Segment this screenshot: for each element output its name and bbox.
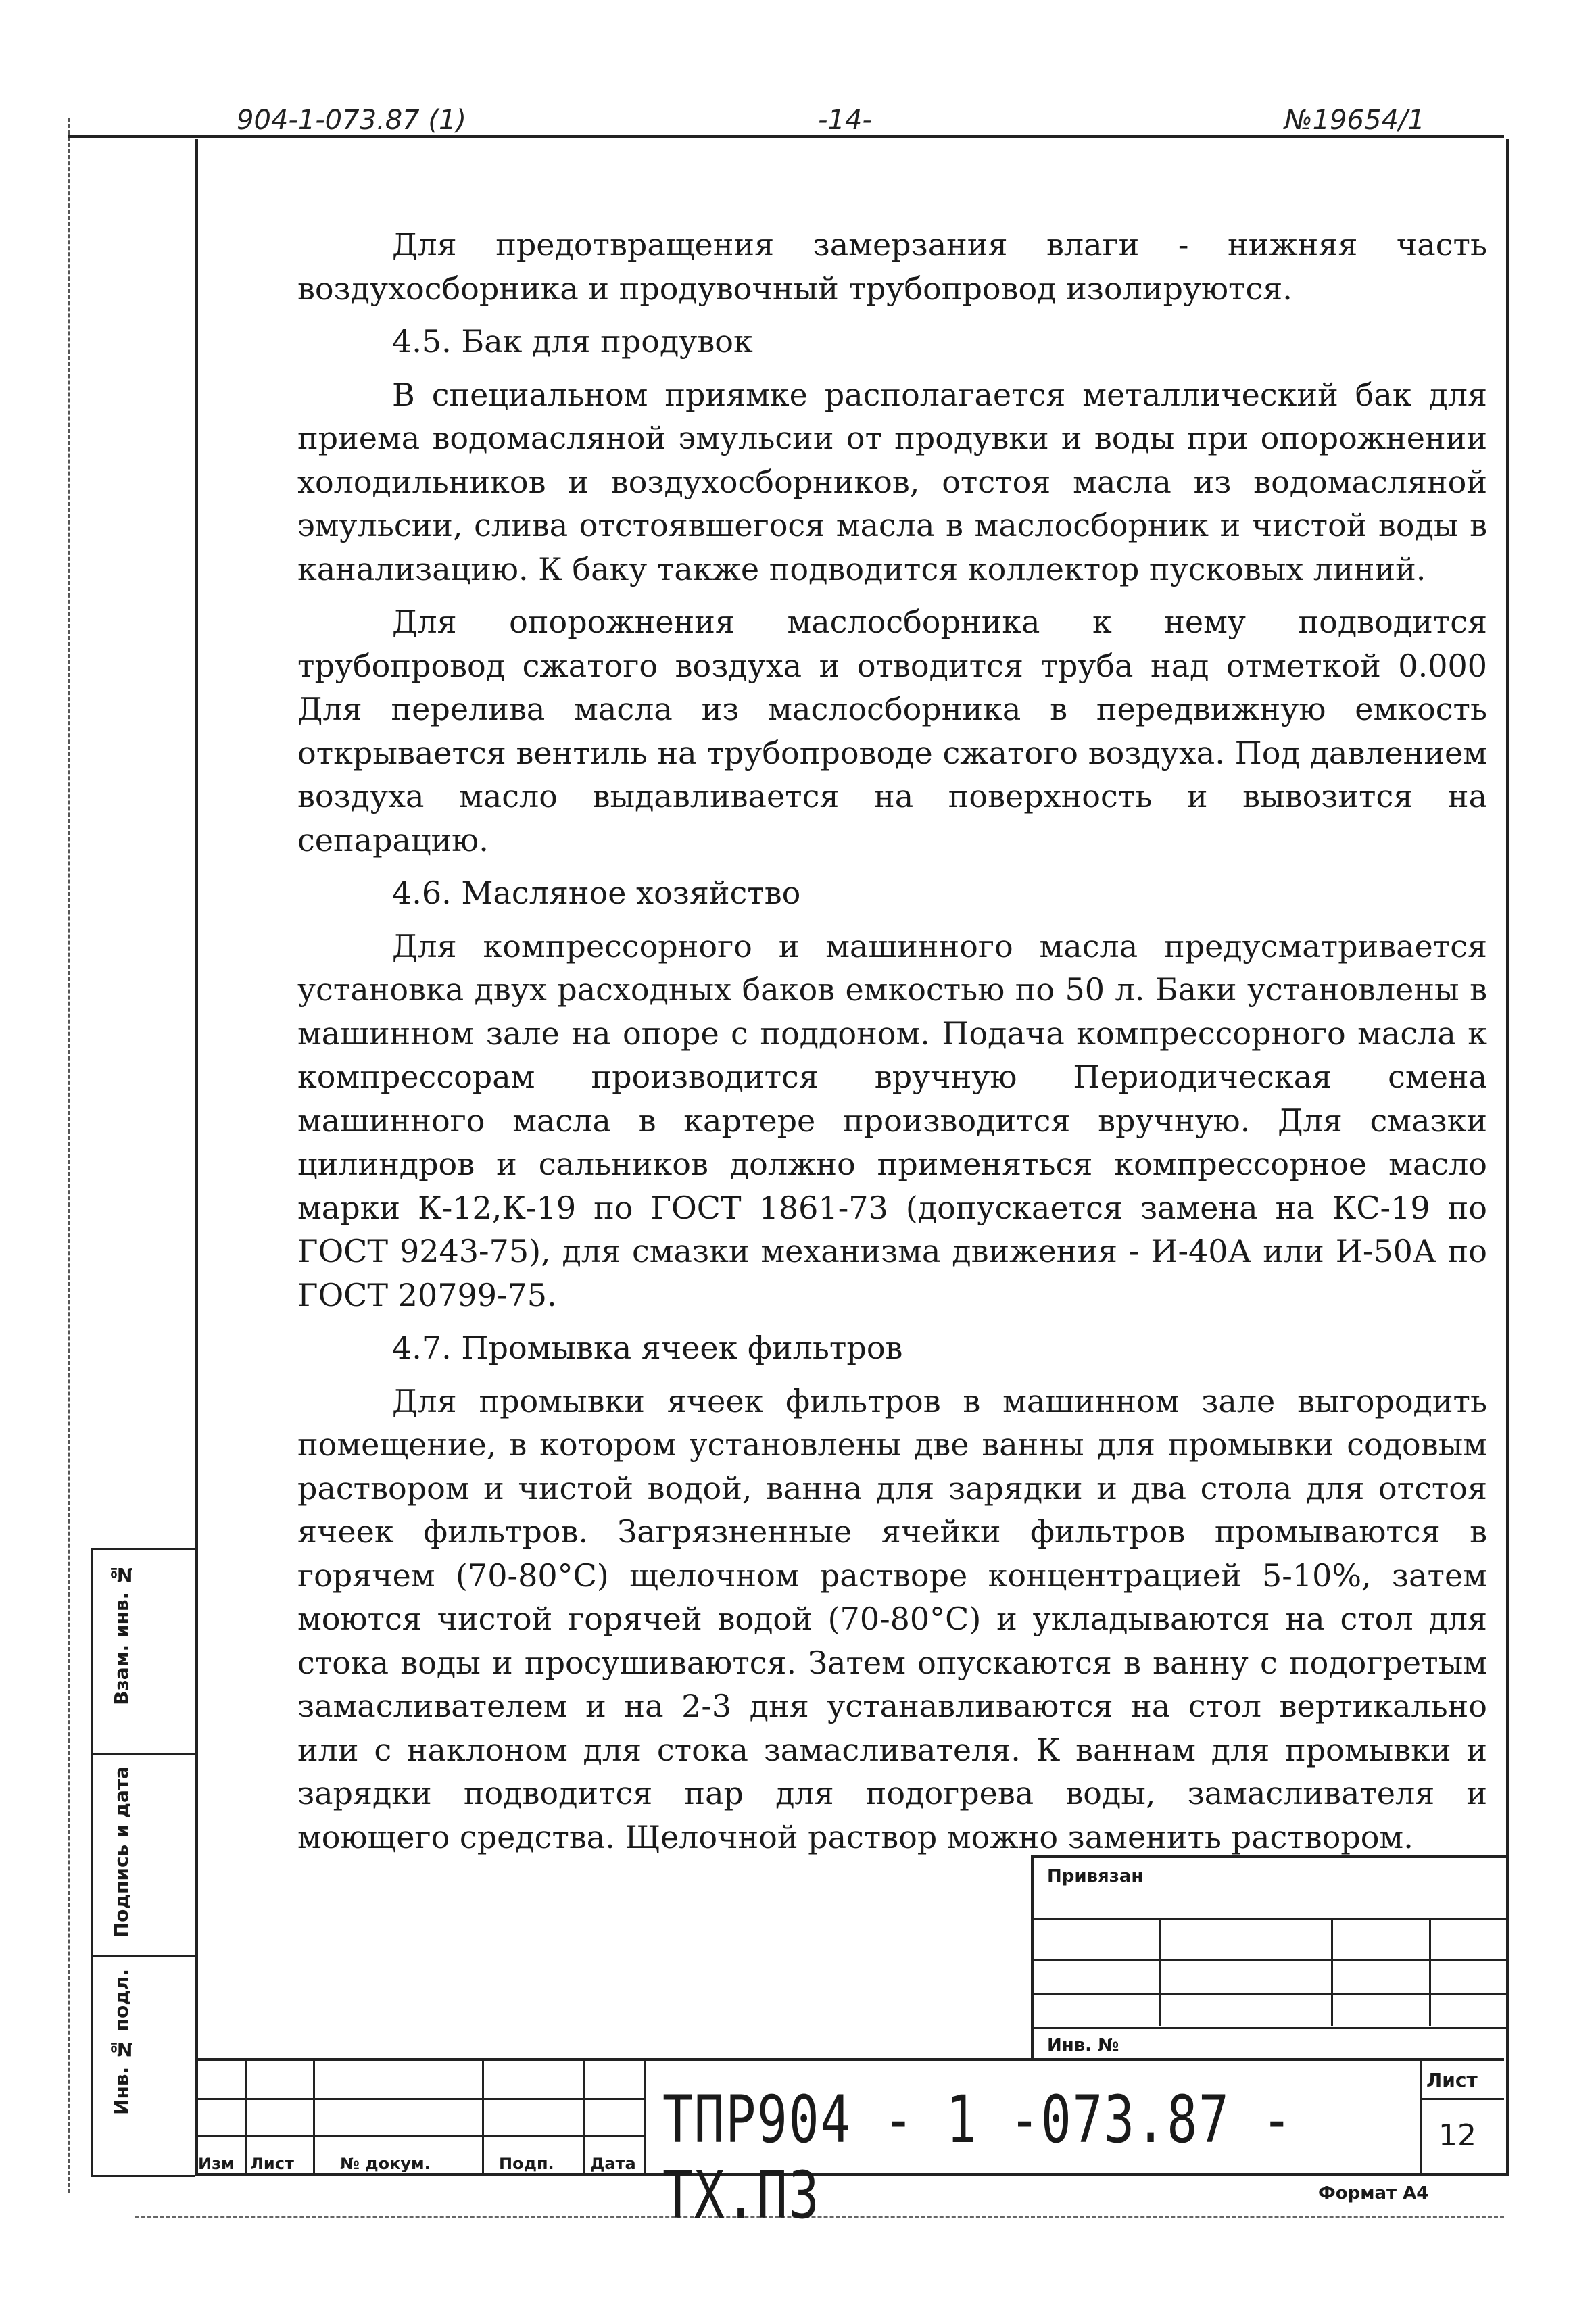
side-cell-vzam (93, 1550, 195, 1755)
section-heading-4-7: 4.7. Промывка ячеек фильтров (392, 1330, 903, 1366)
side-cell-inv-podl (93, 1955, 195, 2172)
side-cell-podpis (93, 1753, 195, 1957)
page-number: -14- (818, 105, 872, 136)
side-label-inv-podl: Инв. № подл. (110, 1969, 132, 2115)
paragraph: Для опорожнения маслосборника к нему подводится трубопровод сжатого воздуха и отводится труба над отметкой 0.000 Для перелива масла из маслосборника в передвижную емкость открывается вентиль на трубопроводе сжатого воздуха. Под давлением воздуха масло выдавливается на поверхность и вывозится на сепарацию. (297, 604, 1487, 858)
inventory-reference: №19654/1 (1284, 105, 1425, 136)
outer-dashed-border (68, 118, 70, 2193)
stamp-col (1331, 1918, 1333, 2026)
tb-row (195, 2135, 644, 2137)
tb-col (583, 2061, 585, 2176)
paragraph: Для компрессорного и машинного масла предусматривается установка двух расходных баков емкостью по 50 л. Баки установлены в машинном зале на опоре с поддоном. Подача компрессорного масла к компрессорам производится вручную Периодическая смена машинного масла в картере производится вручную. Для смазки цилиндров и сальников должно применяться компрессорное масло марки К-12,К-19 по ГОСТ 1861-73 (допускается замена на КС-19 по ГОСТ 9243-75), для смазки механизма движения - И-40А или И-50А по ГОСТ 20799-75. (297, 927, 1487, 1313)
side-label-podpis: Подпись и дата (110, 1766, 132, 1939)
doc-reference: 904-1-073.87 (1) (237, 105, 466, 136)
tb-label-doc-no: № докум. (340, 2154, 431, 2173)
stamp-inv-no: Инв. № (1047, 2035, 1119, 2055)
paragraph: Для предотвращения замерзания влаги - нижняя часть воздухосборника и продувочный трубопровод изолируются. (297, 226, 1487, 307)
tb-sheet-number: 12 (1438, 2118, 1476, 2153)
stamp-col (1159, 1918, 1161, 2026)
stamp-row (1034, 1959, 1507, 1961)
paragraph: Для промывки ячеек фильтров в машинном зале выгородить помещение, в котором установлены две ванны для промывки содовым раствором и чистой водой, ванна для зарядки и два стола для отстоя ячеек фильтров. Загрязненные ячейки фильтров промываются в горячем (70-80°С) щелочном растворе концентрацией 5-10%, затем моются чистой горячей водой (70-80°С) и укладываются на стол для стока воды и просушиваются. Затем опускаются в ванну с подогретым замасливателем и на 2-3 дня устанавливаются на стол вертикально или с наклоном для стока замасливателя. К ваннам для промывки и зарядки подводится пар для подогрева воды, замасливателя и моющего средства. Щелочной раствор можно заменить раствором. (297, 1382, 1487, 1855)
side-label-vzam: Взам. инв. № (110, 1563, 132, 1705)
tb-col (313, 2061, 315, 2176)
tb-col (482, 2061, 484, 2176)
section-heading-4-6: 4.6. Масляное хозяйство (392, 875, 801, 911)
tb-col (245, 2061, 247, 2176)
stamp-row (1034, 1918, 1507, 1920)
stamp-col (1429, 1918, 1431, 2026)
binding-stamp (1031, 1855, 1507, 2061)
tb-col (644, 2061, 646, 2176)
stamp-privyazan: Привязан (1047, 1866, 1144, 1886)
stamp-row (1034, 2027, 1507, 2029)
stamp-row (1034, 1993, 1507, 1995)
document-code: ТПР904 - 1 -073.87 - ТХ.ПЗ (662, 2082, 1293, 2233)
tb-label-list: Лист (250, 2154, 294, 2173)
paper-format: Формат А4 (1318, 2183, 1429, 2203)
tb-row (195, 2098, 644, 2100)
section-heading-4-5: 4.5. Бак для продувок (392, 323, 753, 360)
paragraph: В специальном приямке располагается металлический бак для приема водомасляной эмульсии от продувки и воды при опорожнении холодильников и воздухосборников, отстоя масла из водомасляной эмульсии, слива отстоявшегося масла в маслосборник и чистой воды в канализацию. К баку также подводится коллектор пусковых линий. (297, 376, 1487, 587)
tb-label-izm: Изм (198, 2154, 235, 2173)
tb-col (1420, 2061, 1422, 2176)
tb-label-data: Дата (590, 2154, 636, 2173)
document-body (297, 223, 1487, 1859)
tb-label-podp: Подп. (499, 2154, 554, 2173)
tb-sheet-label: Лист (1426, 2069, 1478, 2091)
tb-row (1420, 2098, 1504, 2100)
side-stamp (91, 1548, 195, 2177)
